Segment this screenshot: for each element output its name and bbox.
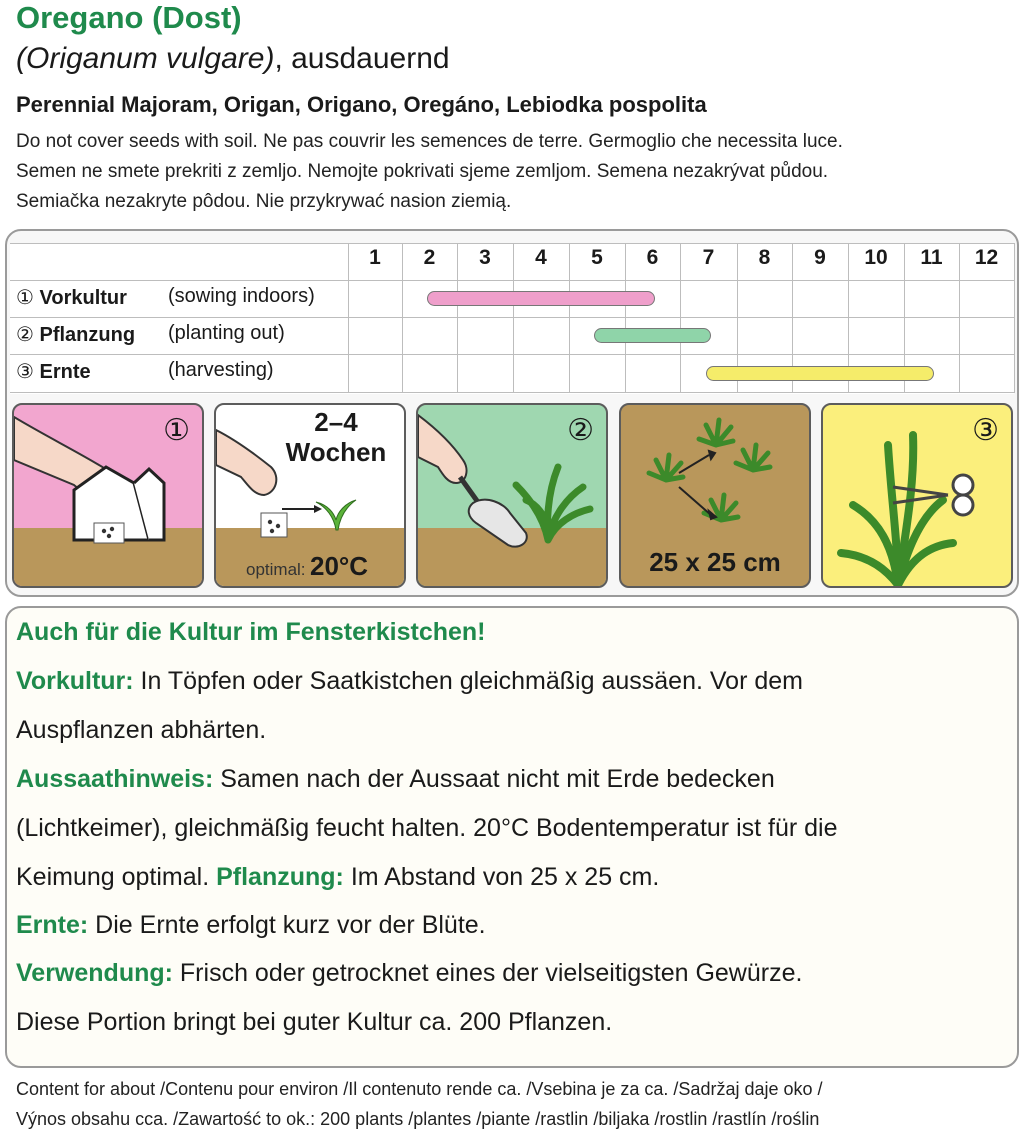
weeks-unit: Wochen bbox=[285, 437, 387, 467]
aussaat-text-3: Keimung optimal. bbox=[16, 863, 217, 891]
row-marker: ① bbox=[16, 287, 34, 309]
row-label-pflanzung bbox=[16, 322, 135, 347]
calendar-bar-pflanzung bbox=[594, 328, 711, 343]
product-title: Oregano (Dost) bbox=[16, 0, 242, 35]
calendar-row-divider bbox=[10, 317, 1014, 318]
calendar-column-divider bbox=[1014, 243, 1015, 393]
row-translation: (sowing indoors) bbox=[168, 285, 315, 307]
description-headline: Auch für die Kultur im Fensterkistchen! bbox=[16, 618, 486, 646]
weeks-range: 2–4 bbox=[314, 407, 358, 437]
month-header: 4 bbox=[535, 246, 547, 269]
month-header: 5 bbox=[591, 246, 603, 269]
optimal-label: optimal: bbox=[246, 560, 306, 579]
aussaat-text: Samen nach der Aussaat nicht mit Erde bedecken bbox=[213, 765, 775, 793]
step-number: ② bbox=[567, 414, 594, 447]
latin-suffix: , ausdauernd bbox=[274, 42, 450, 75]
vorkultur-text: In Töpfen oder Saatkistchen gleichmäßig aussäen. Vor dem bbox=[133, 667, 803, 695]
aussaat-line bbox=[16, 765, 775, 794]
footer-line: Výnos obsahu cca. /Zawartość to ok.: 200 plants /plantes /piante /rastlin /biljaka /rostlin /rastlín /roślin bbox=[16, 1109, 820, 1129]
month-header: 2 bbox=[423, 246, 436, 269]
month-header: 6 bbox=[646, 246, 659, 269]
month-header: 11 bbox=[920, 246, 943, 269]
calendar-row-divider bbox=[10, 354, 1014, 355]
row-marker: ③ bbox=[16, 361, 34, 383]
month-header: 7 bbox=[702, 246, 715, 269]
row-label-vorkultur bbox=[16, 285, 127, 310]
verwendung-text: Frisch oder getrocknet eines der vielseitigsten Gewürze. bbox=[172, 959, 803, 987]
month-header: 3 bbox=[479, 246, 491, 269]
ernte-label: Ernte: bbox=[16, 911, 89, 939]
verwendung-line bbox=[16, 959, 802, 988]
month-header: 12 bbox=[974, 246, 999, 269]
aussaat-label: Aussaathinweis: bbox=[16, 765, 214, 793]
latin-name: (Origanum vulgare) bbox=[16, 42, 275, 75]
footer-line: Content for about /Contenu pour environ /Il contenuto rende ca. /Vsebina je za ca. /Sadržaj daje oko / bbox=[16, 1079, 823, 1099]
optimal-temperature bbox=[246, 551, 368, 582]
row-name: Pflanzung bbox=[39, 324, 136, 346]
vorkultur-line bbox=[16, 667, 803, 696]
month-header: 9 bbox=[814, 246, 826, 269]
step-tile-harvest bbox=[821, 403, 1013, 588]
row-name: Vorkultur bbox=[39, 287, 127, 309]
verwendung-label: Verwendung: bbox=[16, 959, 173, 987]
weeks-label bbox=[276, 407, 396, 467]
instruction-line: Semiačka nezakryte pôdou. Nie przykrywać nasion ziemią. bbox=[16, 191, 512, 212]
month-header: 8 bbox=[758, 246, 771, 269]
vorkultur-label: Vorkultur: bbox=[16, 667, 134, 695]
calendar-bar-vorkultur bbox=[427, 291, 655, 306]
calendar-row-divider bbox=[10, 280, 1014, 281]
calendar-bar-ernte bbox=[706, 366, 934, 381]
step-number: ① bbox=[163, 414, 190, 447]
step-tile-sowing bbox=[12, 403, 204, 588]
vorkultur-line-2: Auspflanzen abhärten. bbox=[16, 716, 267, 744]
month-header: 10 bbox=[864, 246, 888, 269]
latin-name-line bbox=[16, 42, 450, 76]
ernte-text: Die Ernte erfolgt kurz vor der Blüte. bbox=[88, 911, 486, 939]
step-number: ③ bbox=[972, 414, 999, 447]
calendar-row-divider bbox=[10, 392, 1014, 393]
row-translation: (planting out) bbox=[168, 322, 285, 344]
instruction-line: Do not cover seeds with soil. Ne pas couvrir les semences de terre. Germoglio che necessita luce. bbox=[16, 131, 843, 152]
aussaat-pflanzung-line bbox=[16, 863, 659, 892]
step-tile-germination bbox=[214, 403, 406, 588]
row-translation: (harvesting) bbox=[168, 359, 274, 381]
step-tile-planting bbox=[416, 403, 608, 588]
aussaat-line-2: (Lichtkeimer), gleichmäßig feucht halten. 20°C Bodentemperatur ist für die bbox=[16, 814, 838, 842]
synonyms: Perennial Majoram, Origan, Origano, Oregáno, Lebiodka pospolita bbox=[16, 92, 707, 117]
pflanzung-label: Pflanzung: bbox=[216, 863, 344, 891]
ernte-line bbox=[16, 911, 486, 940]
step-tile-spacing bbox=[619, 403, 811, 588]
row-marker: ② bbox=[16, 324, 34, 346]
instruction-line: Semen ne smete prekriti z zemljo. Nemojte pokrivati sjeme zemljom. Semena nezakrývat půdou. bbox=[16, 161, 829, 182]
spacing-label: 25 x 25 cm bbox=[649, 547, 781, 577]
row-name: Ernte bbox=[39, 361, 91, 383]
month-header: 1 bbox=[369, 246, 381, 269]
optimal-temp: 20°C bbox=[309, 551, 369, 581]
pflanzung-text: Im Abstand von 25 x 25 cm. bbox=[343, 863, 660, 891]
row-label-ernte bbox=[16, 359, 91, 384]
portion-line: Diese Portion bringt bei guter Kultur ca. 200 Pflanzen. bbox=[16, 1008, 613, 1036]
